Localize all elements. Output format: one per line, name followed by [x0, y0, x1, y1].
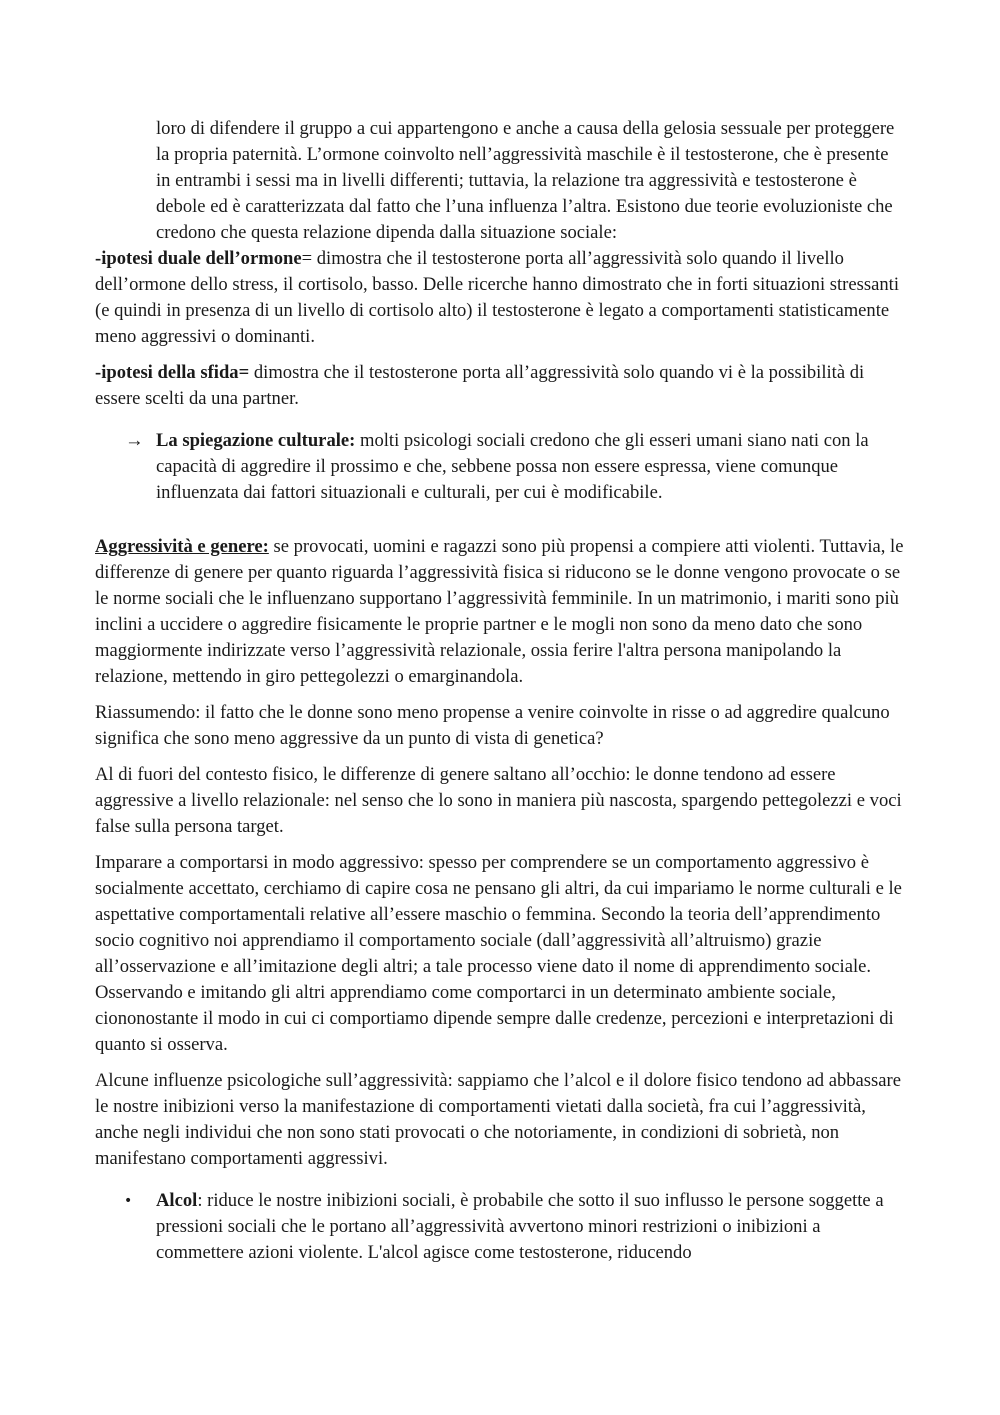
- alcohol-item: [95, 1188, 907, 1266]
- alcohol-paragraph: [156, 1188, 907, 1266]
- alcohol-term: Alcol: [156, 1190, 198, 1211]
- cultural-explanation: [156, 428, 907, 506]
- gender-text: se provocati, uomini e ragazzi sono più propensi a compiere atti violenti. Tuttavia, le differenze di genere per quanto riguarda l’aggressività fisica si riducono se le donne vengono provocate o se le norme sociali che le influenzano supportano l’aggressività femminile. In un matrimonio, i mariti sono più inclini a uccidere o aggredire fisicamente le proprie partner e le mogli non sono da meno dato che sono maggiormente indirizzate verso l’aggressività relazionale, ossia ferire l'altra persona manipolando la relazione, mettendo in giro pettegolezzi o emarginandola.: [95, 536, 904, 687]
- outside-physical-paragraph: Al di fuori del contesto fisico, le differenze di genere saltano all’occhio: le donne tendono ad essere aggressive a livello relazionale: nel senso che lo sono in maniera più nascosta, spargendo pettegolezzi e voci false sulla persona target.: [95, 764, 902, 837]
- continuation-paragraph: loro di difendere il gruppo a cui appartengono e anche a causa della gelosia sessuale per proteggere la propria paternità. L’ormone coinvolto nell’aggressività maschile è il testosterone, che è presente in entrambi i sessi ma in livelli differenti; tuttavia, la relazione tra aggressività e testosterone è debole ed è caratterizzata dal fatto che l’una influenza l’altra. Esistono due teorie evoluzioniste che credono che questa relazione dipenda dalla situazione sociale:: [156, 118, 895, 243]
- challenge-text: dimostra che il testosterone porta all’aggressività solo quando vi è la possibilità di essere scelti da una partner.: [95, 362, 865, 409]
- gender-paragraph: [95, 534, 907, 690]
- learning-paragraph: Imparare a comportarsi in modo aggressivo: spesso per comprendere se un comportamento aggressivo è socialmente accettato, cerchiamo di capire cosa ne pensano gli altri, da cui impariamo le norme culturali e le aspettative comportamentali relative all’essere maschio o femmina. Secondo la teoria dell’apprendimento socio cognitivo noi apprendiamo il comportamento sociale (dall’aggressività all’altruismo) grazie all’osservazione e all’imitazione degli altri; a tale processo viene dato il nome di apprendimento sociale. Osservando e imitando gli altri apprendiamo come comportarci in un determinato ambiente sociale, ciononostante il modo in cui ci comportiamo dipende sempre dalle credenze, percezioni e interpretazioni di quanto si osserva.: [95, 852, 902, 1055]
- alcohol-text: : riduce le nostre inibizioni sociali, è probabile che sotto il suo influsso le persone soggette a pressioni sociali che le portano all’aggressività avvertono minori restrizioni o inibizioni a commettere azioni violente. L'alcol agisce come testosterone, riducendo: [156, 1190, 884, 1263]
- bullet-icon: •: [124, 1193, 133, 1209]
- psych-influences-paragraph: Alcune influenze psicologiche sull’aggressività: sappiamo che l’alcol e il dolore fisico tendono ad abbassare le nostre inibizioni verso la manifestazione di comportamenti vietati dalla società, fra cui l’aggressività, anche negli individui che non sono stati provocati o che notoriamente, in condizioni di sobrietà, non manifestano comportamenti aggressivi.: [95, 1070, 901, 1169]
- cultural-text: molti psicologi sociali credono che gli esseri umani siano nati con la capacità di aggredire il prossimo e che, sebbene possa non essere espressa, viene comunque influenzata dai fattori situazionali e culturali, per cui è modificabile.: [156, 430, 869, 503]
- document-page: [95, 116, 907, 1266]
- challenge-term: -ipotesi della sfida=: [95, 362, 250, 383]
- arrow-icon: →: [125, 430, 144, 451]
- gender-heading: Aggressività e genere:: [95, 536, 269, 557]
- dual-hormone-text: = dimostra che il testosterone porta all’aggressività solo quando il livello dell’ormone dello stress, il cortisolo, basso. Delle ricerche hanno dimostrato che in forti situazioni stressanti (e quindi in presenza di un livello di cortisolo alto) il testosterone è legato a comportamenti statisticamente meno aggressivi o dominanti.: [95, 248, 899, 347]
- summary-paragraph: Riassumendo: il fatto che le donne sono meno propense a venire coinvolte in risse o ad aggredire qualcuno significa che sono meno aggressive da un punto di vista di genetica?: [95, 702, 890, 749]
- dual-hormone-term: -ipotesi duale dell’ormone: [95, 248, 302, 269]
- challenge-hypothesis: [95, 360, 907, 412]
- dual-hormone-hypothesis: [95, 246, 907, 350]
- cultural-explanation-item: [95, 428, 907, 506]
- cultural-term: La spiegazione culturale:: [156, 430, 356, 451]
